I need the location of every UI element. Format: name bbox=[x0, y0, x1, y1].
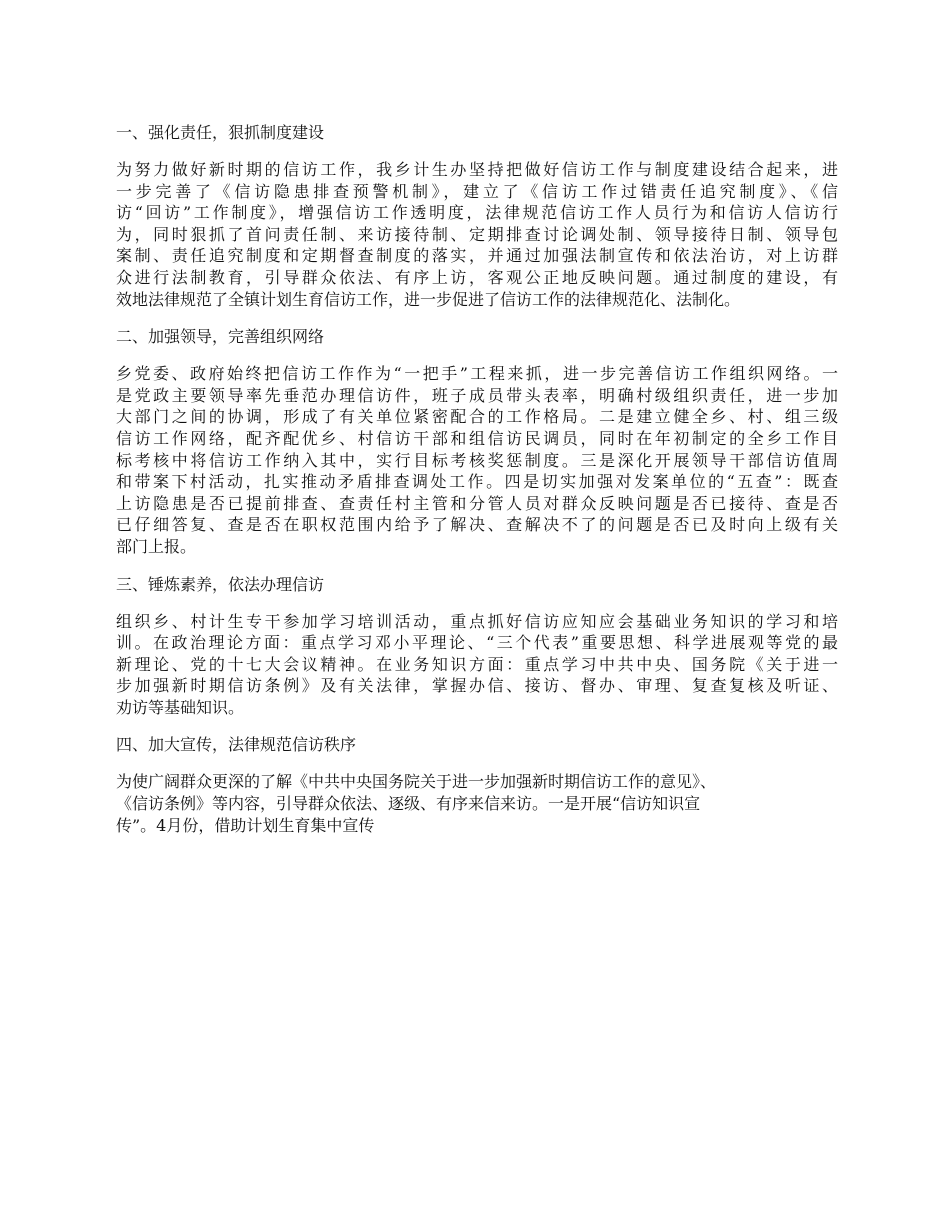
paragraph-line: 新理论、党的十七大会议精神。在业务知识方面：重点学习中共中央、国务院《关于进一 bbox=[116, 654, 838, 674]
paragraph-line: 组织乡、村计生专干参加学习培训活动，重点抓好信访应知应会基础业务知识的学习和培 bbox=[116, 611, 838, 631]
paragraph-line: 劝访等基础知识。 bbox=[116, 697, 245, 717]
section-heading: 二、加强领导，完善组织网络 bbox=[116, 327, 325, 347]
paragraph-line: 已仔细答复、查是否在职权范围内给予了解决、查解决不了的问题是否已及时向上级有关 bbox=[116, 515, 838, 535]
paragraph-line: 大部门之间的协调，形成了有关单位紧密配合的工作格局。二是建立健全乡、村、组三级 bbox=[116, 407, 838, 427]
section-paragraph bbox=[116, 771, 838, 836]
paragraph-line: 为使广阔群众更深的了解《中共中央国务院关于进一步加强新时期信访工作的意见》、 bbox=[116, 772, 717, 792]
paragraph-line: 部门上报。 bbox=[116, 536, 197, 556]
paragraph-line: 一步完善了《信访隐患排查预警机制》，建立了《信访工作过错责任追究制度》、《信 bbox=[116, 181, 838, 201]
paragraph-line: 乡党委、政府始终把信访工作作为“一把手”工程来抓，进一步完善信访工作组织网络。一 bbox=[116, 364, 838, 384]
paragraph-line: 训。在政治理论方面：重点学习邓小平理论、“三个代表”重要思想、科学进展观等党的最 bbox=[116, 633, 838, 653]
paragraph-line: 为，同时狠抓了首问责任制、来访接待制、定期排查讨论调处制、领导接待日制、领导包 bbox=[116, 224, 838, 244]
paragraph-line: 上访隐患是否已提前排查、查责任村主管和分管人员对群众反映问题是否已接待、查是否 bbox=[116, 493, 838, 513]
section-heading: 四、加大宣传，法律规范信访秩序 bbox=[116, 735, 357, 755]
paragraph-line: 标考核中将信访工作纳入其中，实行目标考核奖惩制度。三是深化开展领导干部信访值周 bbox=[116, 450, 838, 470]
paragraph-line: 传”。4月份，借助计划生育集中宣传 bbox=[116, 815, 375, 835]
section-paragraph bbox=[116, 611, 838, 719]
section-2 bbox=[116, 327, 838, 557]
paragraph-line: 访“回访”工作制度》，增强信访工作透明度，法律规范信访工作人员行为和信访人信访行 bbox=[116, 203, 838, 223]
paragraph-line: 为努力做好新时期的信访工作，我乡计生办坚持把做好信访工作与制度建设结合起来，进 bbox=[116, 160, 838, 179]
paragraph-line: 步加强新时期信访条例》及有关法律，掌握办信、接访、督办、审理、复查复核及听证、 bbox=[116, 676, 838, 696]
section-3 bbox=[116, 575, 838, 719]
paragraph-line: 是党政主要领导率先垂范办理信访件，班子成员带头表率，明确村级组织责任，进一步加 bbox=[116, 385, 838, 405]
paragraph-line: 信访工作网络，配齐配优乡、村信访干部和组信访民调员，同时在年初制定的全乡工作目 bbox=[116, 428, 838, 448]
section-heading: 三、锤炼素养，依法办理信访 bbox=[116, 574, 325, 594]
paragraph-line: 和带案下村活动，扎实推动矛盾排查调处工作。四是切实加强对发案单位的“五查”：既查 bbox=[116, 472, 838, 492]
document-page bbox=[116, 123, 838, 853]
paragraph-line: 案制、责任追究制度和定期督查制度的落实，并通过加强法制宣传和依法治访，对上访群 bbox=[116, 246, 838, 266]
section-paragraph bbox=[116, 363, 838, 557]
section-paragraph bbox=[116, 159, 838, 310]
section-1 bbox=[116, 123, 838, 310]
paragraph-line: 效地法律规范了全镇计划生育信访工作，进一步促进了信访工作的法律规范化、法制化。 bbox=[116, 289, 741, 309]
paragraph-line: 《信访条例》等内容，引导群众依法、逐级、有序来信来访。一是开展“信访知识宣 bbox=[116, 794, 701, 814]
section-4 bbox=[116, 735, 838, 836]
section-heading: 一、强化责任，狠抓制度建设 bbox=[116, 123, 325, 142]
paragraph-line: 众进行法制教育，引导群众依法、有序上访，客观公正地反映问题。通过制度的建设，有 bbox=[116, 267, 838, 287]
